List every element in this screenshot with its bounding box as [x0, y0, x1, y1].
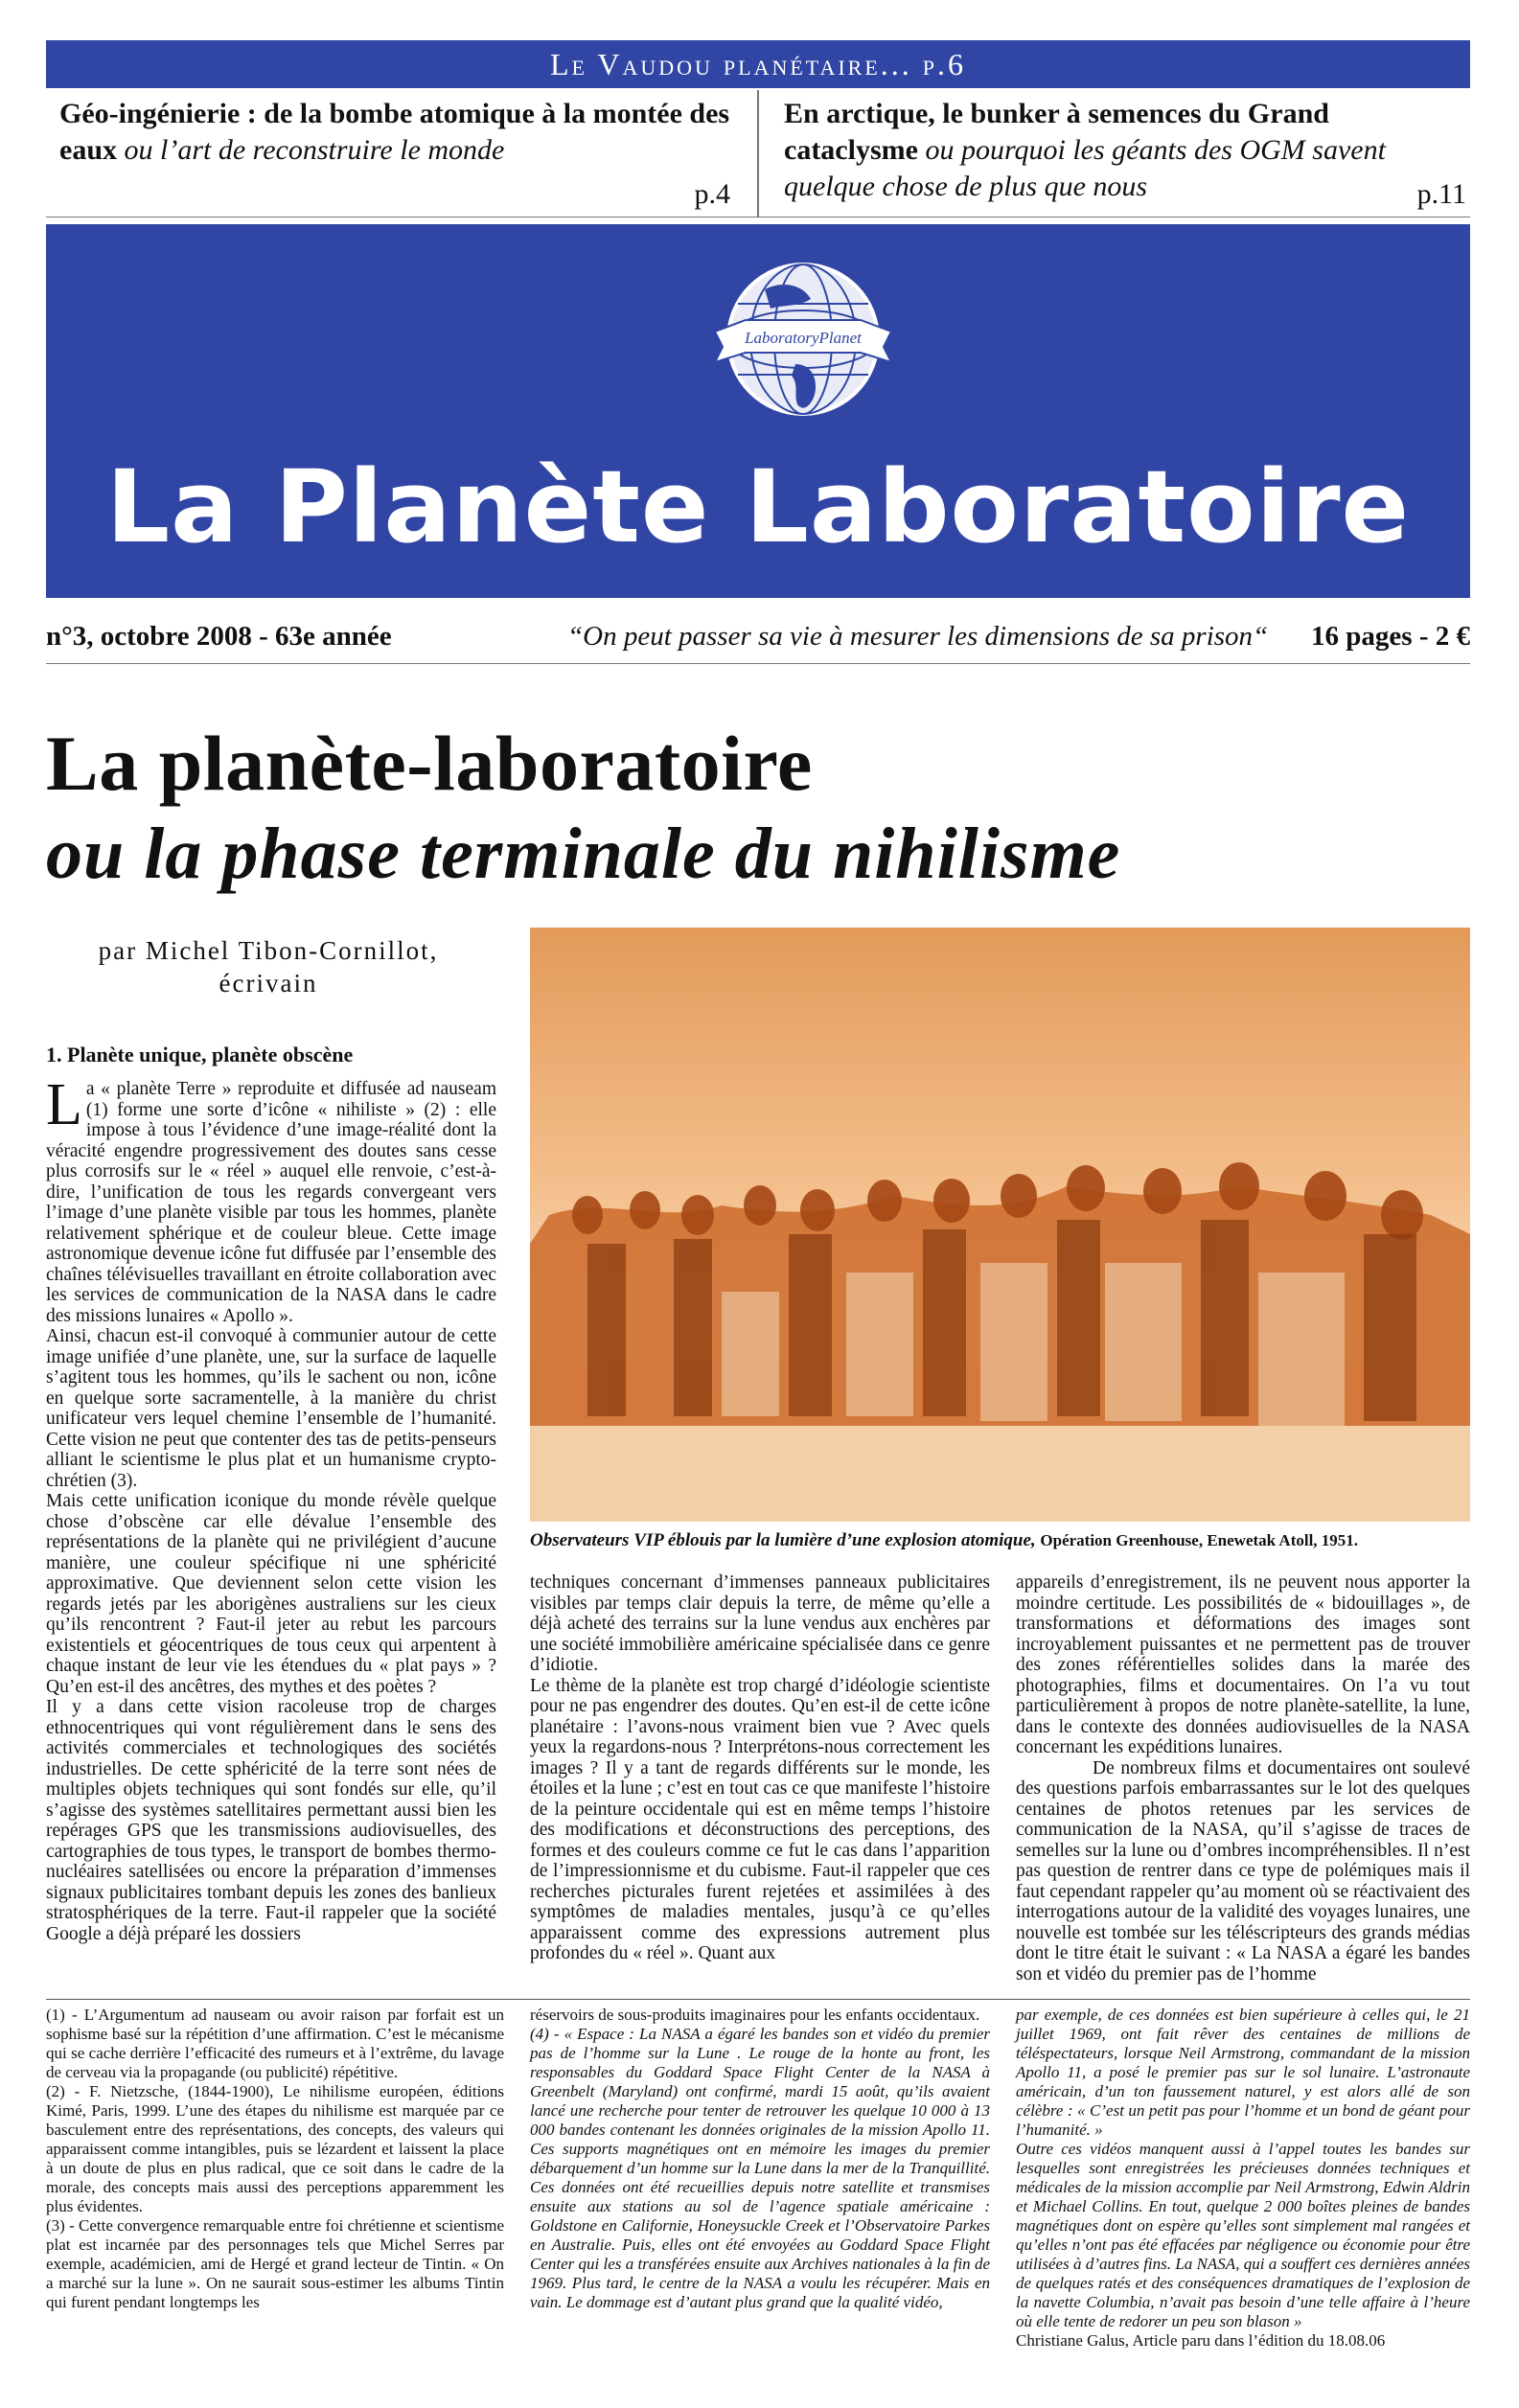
headline-subtitle: ou la phase terminale du nihilisme [46, 814, 1121, 894]
byline [58, 934, 479, 999]
header-rule [46, 217, 1470, 218]
teaser-right[interactable] [784, 96, 1466, 213]
footnotes-column-1 [46, 2006, 504, 2398]
teaser-divider [757, 90, 759, 217]
issue-price: 16 pages - 2 € [1311, 621, 1470, 652]
article-column-2 [530, 1572, 990, 1990]
paragraph: appareils d’enregistrement, ils ne peuvent nous apporter la moindre certitude. Les possibilités de « bidouillages », de transformations et déformations des images sont incroyablement puissantes et ne permettent pas de trouver des zones référentielles solides dans la marée des photographies, films et documentaires. On l’a vu tout particulièrement à propos de notre planète-satellite, la lune, dans le contexte des données audiovisuelles de la NASA concernant les expéditions lunaires. [1016, 1572, 1470, 1757]
globe-logo-icon [707, 251, 899, 443]
paragraph: De nombreux films et documentaires ont soulevé des questions parfois embarrassantes sur le lot des quelques centaines de photos retenues par les services de communication de la NASA, qu’il s’agisse de traces de semelles sur la lune ou d’ombres incompréhensibles. Il n’est pas question de rentrer dans ce type de polémiques mais il faut cependant rappeler qu’au moment où se réactivaient des interrogations autour de la validité des voyages lunaires, une nouvelle est tombée sur les téléscripteurs des grands médias dont le titre était le suivant : « La NASA a égaré les bandes son et vidéo du premier pas de l’homme [1016, 1757, 1470, 1984]
teaser-right-title: En arctique, le bunker à semences du Grand cataclysme [784, 98, 1329, 166]
byline-author: par Michel Tibon-Cornillot, [98, 936, 439, 965]
teaser-right-subtitle: ou pourquoi les géants des OGM savent quelque chose de plus que nous [784, 134, 1386, 202]
top-banner[interactable]: Le Vaudou planétaire... p.6 [46, 40, 1470, 88]
footnotes-column-2 [530, 2006, 990, 2398]
footnote-4-credit: Christiane Galus, Article paru dans l’édition du 18.08.06 [1016, 2331, 1386, 2350]
paragraph: Ainsi, chacun est-il convoqué à communier autour de cette image unifiée d’une planète, une, sur la surface de laquelle s’agitent tous les hommes, qu’ils le sachent ou non, icône en quelque sorte sacramentelle, à la manière du christ unificateur vers lequel chemine l’ensemble de l’humanité. Cette vision ne peut que contenter des tas de petits-penseurs alliant le scientisme le plus plat et un humanisme crypto-chrétien (3). [46, 1326, 496, 1491]
issue-quote: “On peut passer sa vie à mesurer les dimensions de sa prison“ [567, 621, 1269, 652]
footnote-4-continued: par exemple, de ces données est bien supérieure à celles qui, le 21 juillet 1969, ont fait rêver des centaines de millions de téléspectateurs, lorsque Neil Armstrong, commandant de la mission Apollo 11, a posé le premier pas sur le sol lunaire. L’astronaute américain, d’un ton faussement naturel, y est alors allé de son célèbre : « C’est un petit pas pour l’homme et un bond de géant pour l’humanité. » [1016, 2006, 1470, 2139]
paragraph: Il y a dans cette vision racoleuse trop de charges ethnocentriques qui vont régulièrement dans le sens des activités commerciales et technologiques des sociétés industrielles. De cette sphéricité de la terre sont nées de multiples objets techniques qui sont fondés sur elle, qu’il s’agisse des systèmes satellitaires permettant aussi bien les repérages GPS que les transmissions audiovisuelles, des cartographies de tous types, le transport de bombes thermo-nucléaires satellisées ou encore la préparation d’immenses signaux publicitaires tombant depuis les zones des banlieux stratosphériques de la terre. Faut-il rappeler que la société Google a déjà préparé les dossiers [46, 1697, 496, 1944]
article-column-1 [46, 1072, 496, 1989]
info-rule [46, 663, 1470, 664]
photo-caption [530, 1529, 1470, 1552]
logo-text: LaboratoryPlanet [745, 329, 862, 347]
teaser-left-title: Géo-ingénierie : de la bombe atomique à la montée des eaux [59, 98, 730, 166]
article-column-3 [1016, 1572, 1470, 1990]
footnote-rule [46, 1999, 1470, 2000]
footnote-1: (1) - L’Argumentum ad nauseam ou avoir raison par forfait est un sophisme basé sur la répétition d’une affirmation. C’est le mécanisme qui se cache derrière l’efficacité des rumeurs et à l’extrême, du lavage de cerveau via la propagande (ou publicité) répétitive. [46, 2006, 504, 2081]
paragraph: a « planète Terre » reproduite et diffusée ad nauseam (1) forme une sorte d’icône « nihiliste » (2) : elle impose à tous l’évidence d’une image-réalité dont la véracité engendre progressivement des doutes sans cesse plus corrosifs sur le « réel » auquel elle renvoie, c’est-à-dire, l’unification de tous les regards convergeant vers l’image d’une planète visible par tous les hommes, planète relativement sphérique et de couleur bleue. Cette image astronomique devenue icône fut diffusée par l’ensemble des chaînes télévisuelles travaillant en étroite collaboration avec les services de communication de la NASA dans le cadre des missions lunaires « Apollo ». [46, 1079, 496, 1326]
observers-photo-image [530, 928, 1470, 1522]
caption-text: Observateurs VIP éblouis par la lumière d’une explosion atomique, [530, 1530, 1041, 1550]
footnote-4-continued-2: Outre ces vidéos manquent aussi à l’appel toutes les bandes sur lesquelles sont enregistrées les précieuses données techniques et médicales de la mission accomplie par Neil Armstrong, Edwin Aldrin et Michael Collins. En tout, quelque 2 000 boîtes pleines de bandes magnétiques dont on espère qu’elles sont simplement mal rangées et qu’elles n’ont pas été effacées par négligence ou économie pour être utilisées à d’autres fins. La NASA, qui a souffert ces dernières années de quelques ratés et des conséquences dramatiques de l’explosion de la navette Columbia, n’avait pas besoin d’une telle affaire à l’heure où elle tente de redorer un peu son blason » [1016, 2140, 1470, 2330]
drop-cap: L [46, 1072, 82, 1137]
article-photo [530, 928, 1470, 1522]
teaser-left-page: p.4 [694, 178, 730, 210]
issue-number: n°3, octobre 2008 - 63e année [46, 621, 392, 652]
teaser-left-subtitle: ou l’art de reconstruire le monde [124, 134, 505, 166]
section-title: 1. Planète unique, planète obscène [46, 1043, 354, 1066]
footnote-2: (2) - F. Nietzsche, (1844-1900), Le nihilisme européen, éditions Kimé, Paris, 1999. L’une des étapes du nihilisme est marquée par ce basculement entre des représentations, des concepts, des valeurs qui apparaissent comme intangibles, puis se lézardent et laissent la place à un doute de plus en plus radical, que ce soit dans le cadre de la morale, des concepts mais aussi des perceptions apparemment les plus évidentes. [46, 2082, 504, 2215]
footnote-4: (4) - « Espace : La NASA a égaré les bandes son et vidéo du premier pas de l’homme sur la Lune . Le rouge de la honte au front, les responsables du Goddard Space Flight Center de la NASA à Greenbelt (Maryland) ont confirmé, mardi 15 août, qu’ils avaient lancé une recherche pour tenter de retrouver les quelque 10 000 à 13 000 bandes contenant les données originales de la mission Apollo 11. Ces supports magnétiques ont en mémoire les images du premier débarquement d’un homme sur la Lune dans la mer de la Tranquillité. Ces données ont été recueillies depuis notre satellite et transmises ensuite aux stations au sol de l’agence spatiale américaine : Goldstone en Californie, Honeysuckle Creek et l’Observatoire Parkes en Australie. Puis, elles ont été envoyées au Goddard Space Flight Center qui les a transférées ensuite aux Archives nationales à la fin de 1969. Plus tard, le centre de la NASA a voulu les récupérer. Mais en vain. Le dommage est d’autant plus grand que la qualité vidéo, [530, 2025, 990, 2311]
masthead [46, 224, 1470, 598]
paragraph: techniques concernant d’immenses panneaux publicitaires visibles par temps clair depuis la terre, de même qu’elle a déjà acheté des terrains sur la lune vendus aux enchères par une société immobilière américaine spécialisée dans ce genre d’idiotie. [530, 1572, 990, 1675]
masthead-title: La Planète Laboratoire [105, 448, 1411, 565]
paragraph: Le thème de la planète est trop chargé d’idéologie scientiste pour ne pas engendrer des doutes. Qu’en est-il de cette icône planétaire : l’avons-nous vraiment bien vue ? Avec quels yeux la regardons-nous ? Interprétons-nous correctement les images ? Il y a tant de regards différents sur le monde, les étoiles et la lune ; c’est en tout cas ce que manifeste l’histoire de la peinture occidentale qui est en même temps l’histoire des modifications et déconstructions des perceptions, des formes et des couleurs comme ce fut le cas dans l’apparition de l’impressionnisme et du cubisme. Faut-il rappeler que ces recherches picturales furent rejetées et assimilées à des symptômes de maladies mentales, jusqu’à ce qu’elles apparaissent comme des expressions autrement plus profondes du « réel ». Quant aux [530, 1675, 990, 1963]
teaser-right-page: p.11 [1416, 178, 1466, 210]
footnote-3: (3) - Cette convergence remarquable entre foi chrétienne et scientisme plat est incarnée par des personnages tels que Michel Serres par exemple, académicien, ami de Hergé et grand lecteur de Tintin. « On a marché sur la lune ». On ne saurait sous-estimer les albums Tintin qui furent pendant longtemps les [46, 2216, 504, 2311]
paragraph: Mais cette unification iconique du monde révèle quelque chose d’obscène car elle dévalue l’ensemble des représentations de la planète qui ne privilégient d’aucune manière, une couleur spécifique ni une sphéricité approximative. Que deviennent selon cette vision les regards jetés par les aborigènes australiens sur les cieux qu’ils rencontrent ? Faut-il jeter au rebut les parcours existentiels et géocentriques de tous ceux qui arpentent à chaque instant de leur vie les étendues du « plat pays » ? Qu’en est-il des ancêtres, des mythes et des poètes ? [46, 1491, 496, 1697]
teaser-left[interactable] [59, 96, 730, 213]
caption-place: Opération Greenhouse, Enewetak Atoll, 1951. [1040, 1531, 1359, 1549]
byline-role: écrivain [219, 969, 318, 998]
headline: La planète-laboratoire [46, 720, 813, 807]
footnotes-column-3 [1016, 2006, 1470, 2398]
footnote-3-continued: réservoirs de sous-produits imaginaires pour les enfants occidentaux. [530, 2006, 980, 2024]
